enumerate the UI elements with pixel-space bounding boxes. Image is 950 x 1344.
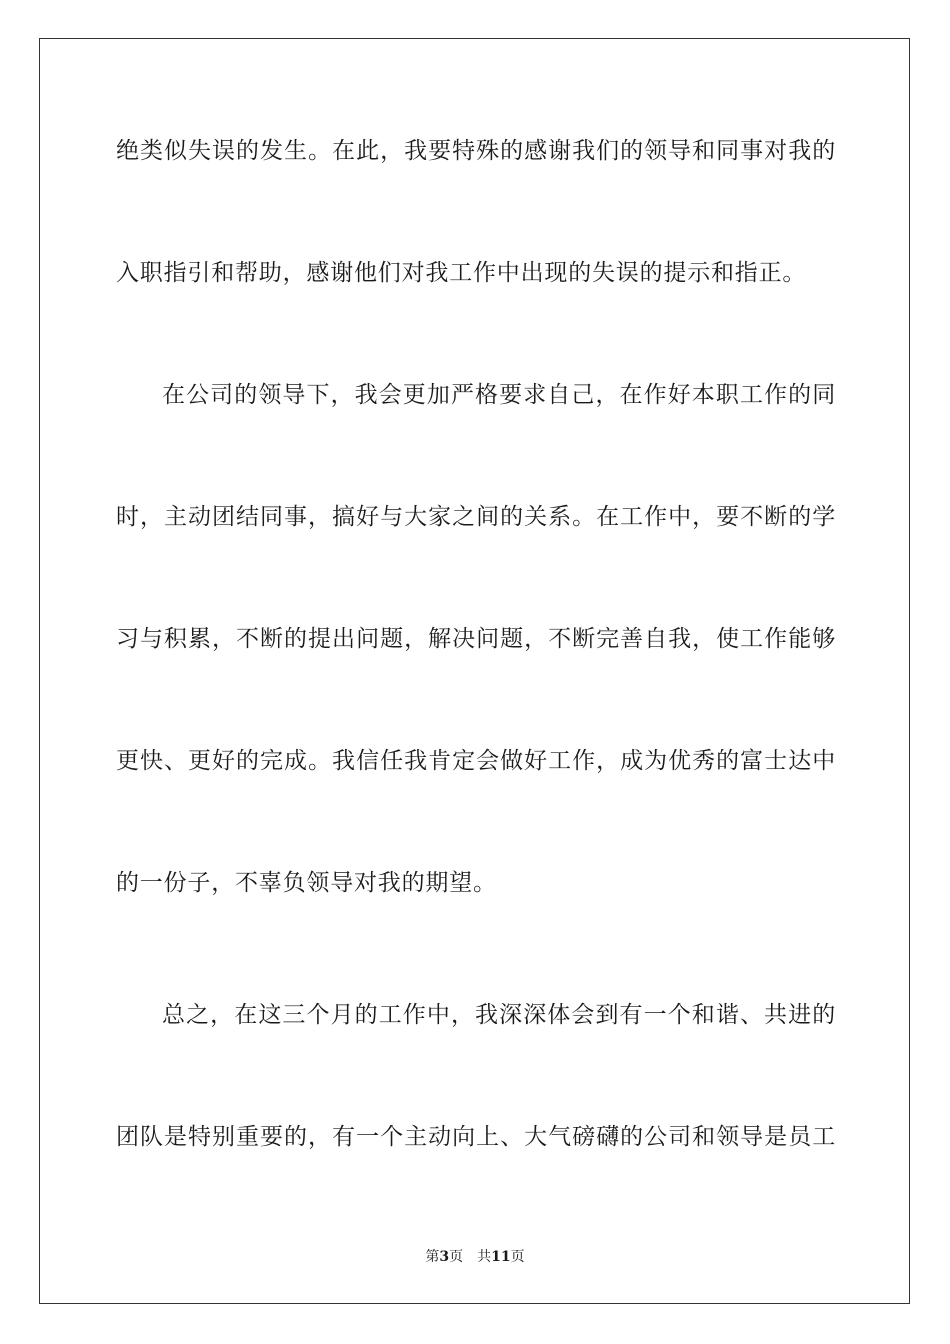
text-line: 时，主动团结同事，搞好与大家之间的关系。在工作中，要不断的学 <box>116 504 836 530</box>
text-line: 更快、更好的完成。我信任我肯定会做好工作，成为优秀的富士达中 <box>116 748 836 774</box>
total-label-suffix: 页 <box>510 1249 525 1265</box>
page-footer <box>0 1248 950 1266</box>
paragraph-start-line: 在公司的领导下，我会更加严格要求自己，在作好本职工作的同 <box>162 382 836 408</box>
text-line: 绝类似失误的发生。在此，我要特殊的感谢我们的领导和同事对我的 <box>116 138 836 164</box>
page-border <box>39 38 910 1304</box>
text-line: 入职指引和帮助，感谢他们对我工作中出现的失误的提示和指正。 <box>116 260 807 286</box>
paragraph-start-line: 总之，在这三个月的工作中，我深深体会到有一个和谐、共进的 <box>162 1002 836 1028</box>
page-label-suffix: 页 <box>449 1249 464 1265</box>
total-label-prefix: 共 <box>477 1249 492 1265</box>
text-line: 习与积累，不断的提出问题，解决问题，不断完善自我，使工作能够 <box>116 626 836 652</box>
total-page-count: 11 <box>491 1249 511 1265</box>
text-line: 团队是特别重要的，有一个主动向上、大气磅礴的公司和领导是员工 <box>116 1124 836 1150</box>
current-page-number: 3 <box>439 1249 450 1265</box>
text-line: 的一份子，不辜负领导对我的期望。 <box>116 870 497 896</box>
page-label-prefix: 第 <box>425 1249 440 1265</box>
